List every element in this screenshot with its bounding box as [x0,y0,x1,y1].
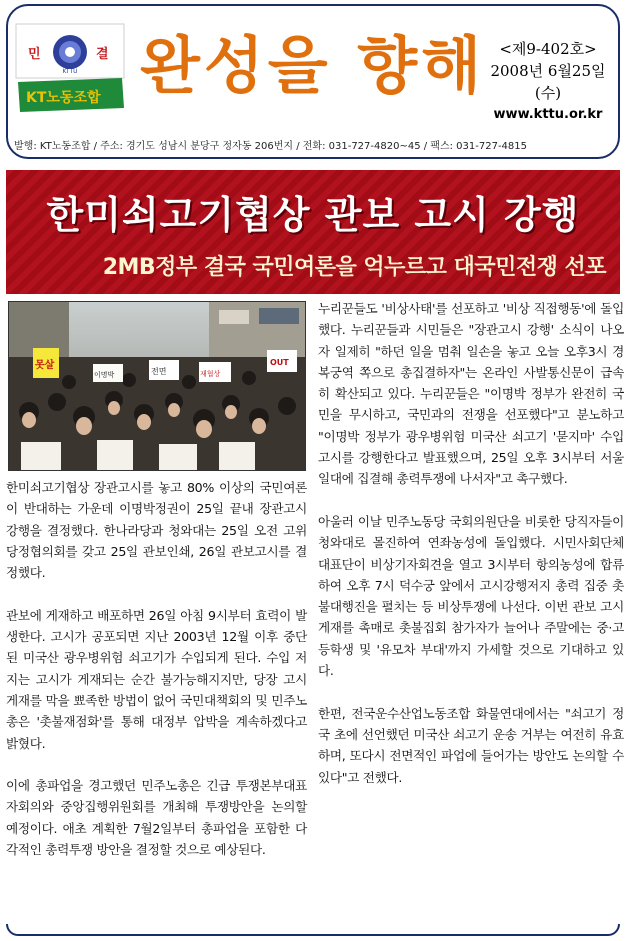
headline-band [6,170,620,294]
sign-text: 이명박 [94,371,115,379]
article-paragraph: 누리꾼들도 '비상사태'를 선포하고 '비상 직접행동'에 돌입했다. 누리꾼들과 시민들은 "장관고시 강행' 소식이 나오자 일제히 "하던 일을 멈춰 일손을 놓고 오늘 오후3시 경복궁역 쪽으로 총집결하자"는 온라인 사발통신문이 급속히 확산되고 있다. 누리꾼들은 "이명박 정부가 완전히 국민을 무시하고, 국민과의 전쟁을 선포했다"고 분노하고 "이명박 정부가 광우병위험 미국산 쇠고기 '묻지마' 수입 고시를 강행한다고 발표했으며, 25일 오후 3시부터 서울 일대에 집결해 총력투쟁에 나서자"고 촉구했다. [318,301,624,487]
article-paragraph: 한미쇠고기협상 장관고시를 놓고 80% 이상의 국민여론이 반대하는 가운데 이명박정권이 25일 끝내 장관고시 강행을 결정했다. 한나라당과 청와대는 25일 오전 고위당정협의회를 갖고 25일 관보인쇄, 26일 관보고시를 결정했다. [6,480,307,581]
issue-info [478,38,618,126]
main-headline: 한미쇠고기협상 관보 고시 강행 [46,193,580,237]
logo-banner-right: 결 [96,47,109,62]
logo-banner-left: 민 [28,47,41,62]
sign-text: 전면 [151,367,167,376]
union-logo [14,22,126,114]
issue-number: <제9-402호> [499,40,597,58]
footer-border [6,924,620,936]
article-paragraph: 한편, 전국운수산업노동조합 화물연대에서는 "쇠고기 정국 초에 선언했던 미국산 쇠고기 운송 거부는 여전히 유효하며, 또다시 전면적인 파업에 들어가는 방안도 논의할 수 있다"고 전했다. [318,705,624,785]
logo-emblem-text: KTTU [62,68,78,75]
sign-text: 재협상 [200,370,221,378]
article-paragraph: 관보에 게재하고 배포하면 26일 아침 9시부터 효력이 발생한다. 고시가 공포되면 지난 2003년 12월 이후 중단된 미국산 광우병위험 쇠고기가 수입되게 된다. 수입 저지는 고시가 게재되는 순간 불가능해지지만, 당장 고시 게재를 막을 뾰족한 방법이 없어 국민대책회의 및 민주노총은 '촛불재점화'를 통해 대정부 압박을 계속하겠다고 밝혔다. [6,607,307,751]
website-link[interactable]: www.kttu.or.kr [493,107,603,122]
protest-photo-image [9,302,306,471]
issue-date: 2008년 6월25일(수) [490,62,606,102]
protest-photo [8,301,306,471]
logo-flag-text: KT노동조합 [26,90,101,106]
article-column-right [318,298,624,809]
publisher-info: 발행: KT노동조합 / 주소: 경기도 성남시 분당구 정자동 206번지 / 전화: 031-727-4820~45 / 팩스: 031-727-4815 [14,141,528,152]
sign-text: 못살 [35,360,55,371]
masthead-title: 완성을 향해 [140,29,486,102]
article-paragraph: 아울러 이날 민주노동당 국회의원단을 비롯한 당직자들이 청와대로 몰진하여 연좌농성에 돌입했다. 시민사회단체 대표단이 비상기자회견을 열고 3시부터 항의농성에 합류하여 오후 7시 덕수궁 앞에서 고시강행저지 총력 집중 촛불대행진을 펼치는 등 비상투쟁에 나선다. 이번 관보 고시 게재를 촉매로 촛불집회 참가자가 늘어나 주말에는 중·고등학생 및 '유모차 부대'까지 가세할 것으로 기대하고 있다. [318,513,624,679]
article-paragraph: 이에 총파업을 경고했던 민주노총은 긴급 투쟁본부대표자회의와 중앙집행위원회를 개최해 투쟁방안을 논의할 예정이다. 애초 계획한 7월2일부터 총파업을 포함한 다각적인 총력투쟁 방안을 결정할 것으로 예상된다. [6,778,307,858]
sub-headline: 2MB정부 결국 국민여론을 억누르고 대국민전쟁 선포 [102,255,606,280]
article-column-left [6,477,307,882]
sign-text: OUT [270,358,289,367]
